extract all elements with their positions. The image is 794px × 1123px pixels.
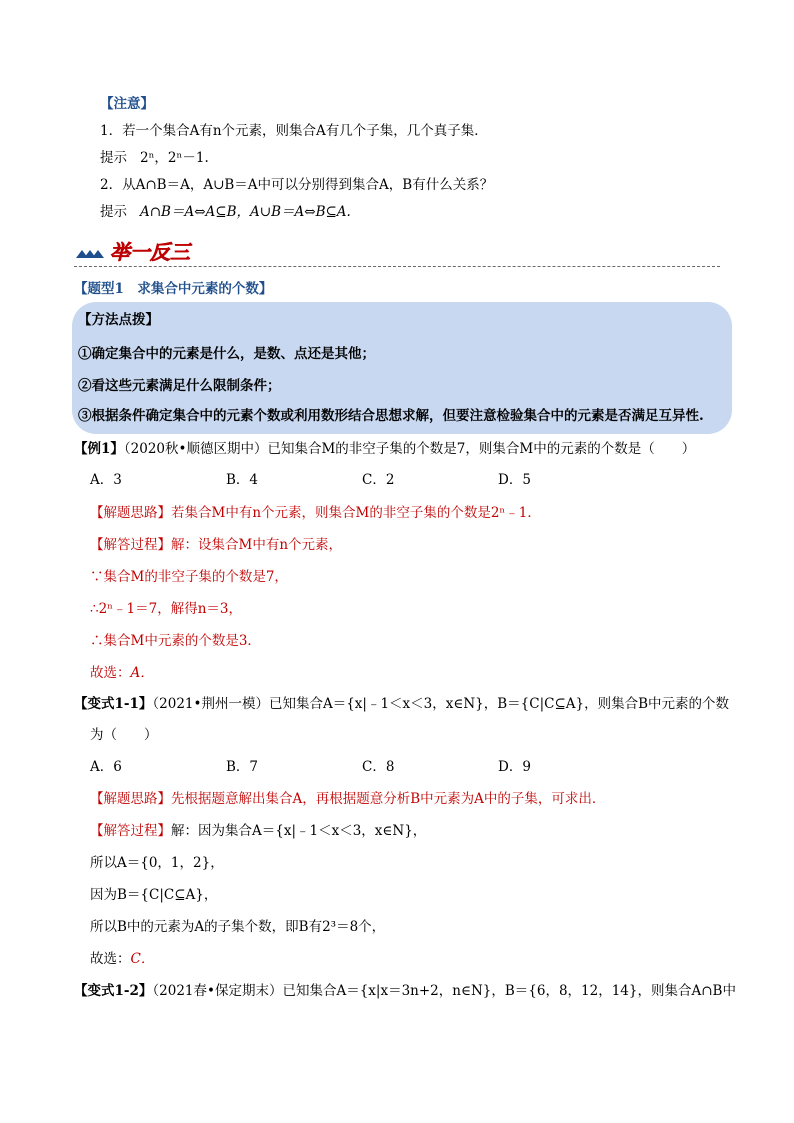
variant-1-1-process (90, 821, 426, 841)
idea-tag: 【解题思路】 (90, 505, 171, 521)
idea-text: 若集合M中有n个元素，则集合M的非空子集的个数是2ⁿ﹣1． (171, 505, 541, 521)
example-1-idea (90, 503, 541, 523)
option-d: D．9 (498, 759, 531, 775)
variant-1-1-question-cont: 为（ ） (90, 727, 158, 743)
option-c: C．2 (362, 472, 395, 488)
variant-1-1-options (90, 757, 650, 777)
step-3: 因为B＝{C|C⊆A}， (90, 887, 218, 903)
notice-question-2: 2．从A∩B＝A，A∪B＝A中可以分别得到集合A，B有什么关系？ (100, 177, 494, 193)
variant-1-2-question: （2021春•保定期末）已知集合A＝{x|x＝3n+2，n∈N}，B＝{6，8，12，14}，则集合A∩B中 (152, 983, 736, 999)
idea-text: 先根据题意解出集合A，再根据题意分析B中元素为A中的子集，可求出． (171, 791, 606, 807)
example-1-options (90, 470, 650, 490)
variant-1-2-tag: 【变式1-2】 (74, 983, 153, 999)
variant-1-1-answer (90, 949, 154, 969)
method-box (72, 302, 732, 434)
option-a: A．6 (90, 759, 122, 775)
hint-2-text: A∩B＝A⇔A⊆B，A∪B＝A⇔B⊆A. (140, 204, 351, 220)
option-d: D．5 (498, 472, 531, 488)
example-1-question: （2020秋•顺德区期中）已知集合M的非空子集的个数是7，则集合M中的元素的个数是（ ） (123, 441, 696, 457)
answer-value: A． (130, 665, 154, 681)
method-title: 【方法点拨】 (78, 312, 159, 328)
topic-title: 【题型1 求集合中元素的个数】 (74, 281, 273, 297)
method-item-2: ②看这些元素满足什么限制条件； (78, 378, 281, 394)
variant-1-1-idea (90, 789, 605, 809)
answer-value: C． (130, 951, 155, 967)
step-2: 所以A＝{0，1，2}， (90, 855, 224, 871)
variant-1-2-question-line (74, 981, 736, 1001)
hint-label: 提示 (100, 204, 127, 220)
banner-text: 举一反三 (110, 240, 190, 264)
notice-question-1: 1．若一个集合A有n个元素，则集合A有几个子集，几个真子集． (100, 123, 488, 139)
example-1-question-line (74, 439, 695, 459)
hint-1-text: 2ⁿ，2ⁿ－1. (140, 150, 209, 166)
example-1-answer (90, 663, 154, 683)
option-c: C．8 (362, 759, 395, 775)
step-4: 所以B中的元素为A的子集个数，即B有2³＝8个， (90, 919, 386, 935)
notice-title: 【注意】 (100, 96, 154, 112)
option-a: A．3 (90, 472, 122, 488)
process-tag: 【解答过程】 (90, 537, 171, 553)
notice-hint-1 (100, 148, 209, 168)
step-4: ∴集合M中元素的个数是3． (90, 633, 261, 649)
option-b: B．7 (226, 759, 259, 775)
variant-1-1-tag: 【变式1-1】 (74, 696, 153, 712)
idea-tag: 【解题思路】 (90, 791, 171, 807)
method-item-3: ③根据条件确定集合中的元素个数或利用数形结合思想求解，但要注意检验集合中的元素是否满足互异性. (78, 408, 704, 424)
example-1-tag: 【例1】 (74, 441, 124, 457)
banner-logo (74, 236, 194, 266)
example-1-process (90, 535, 342, 555)
variant-1-1-question: （2021•荆州一模）已知集合A＝{x|﹣1＜x＜3，x∈N}，B＝{C|C⊆A}，则集合B中元素的个数 (152, 696, 730, 712)
answer-prefix: 故选： (90, 951, 131, 967)
notice-hint-2 (100, 202, 351, 222)
banner-arrows-icon (74, 236, 194, 266)
variant-1-1-question-line (74, 694, 729, 714)
method-item-1: ①确定集合中的元素是什么，是数、点还是其他； (78, 346, 375, 362)
process-tag: 【解答过程】 (90, 823, 171, 839)
hint-label: 提示 (100, 150, 127, 166)
step-2: ∵集合M的非空子集的个数是7， (90, 569, 288, 585)
step-1: 解：设集合M中有n个元素， (171, 537, 343, 553)
answer-prefix: 故选： (90, 665, 131, 681)
step-1: 解：因为集合A＝{x|﹣1＜x＜3，x∈N}， (171, 823, 427, 839)
step-3: ∴2ⁿ﹣1＝7，解得n＝3， (90, 601, 242, 617)
option-b: B．4 (226, 472, 259, 488)
banner-divider (74, 266, 720, 267)
